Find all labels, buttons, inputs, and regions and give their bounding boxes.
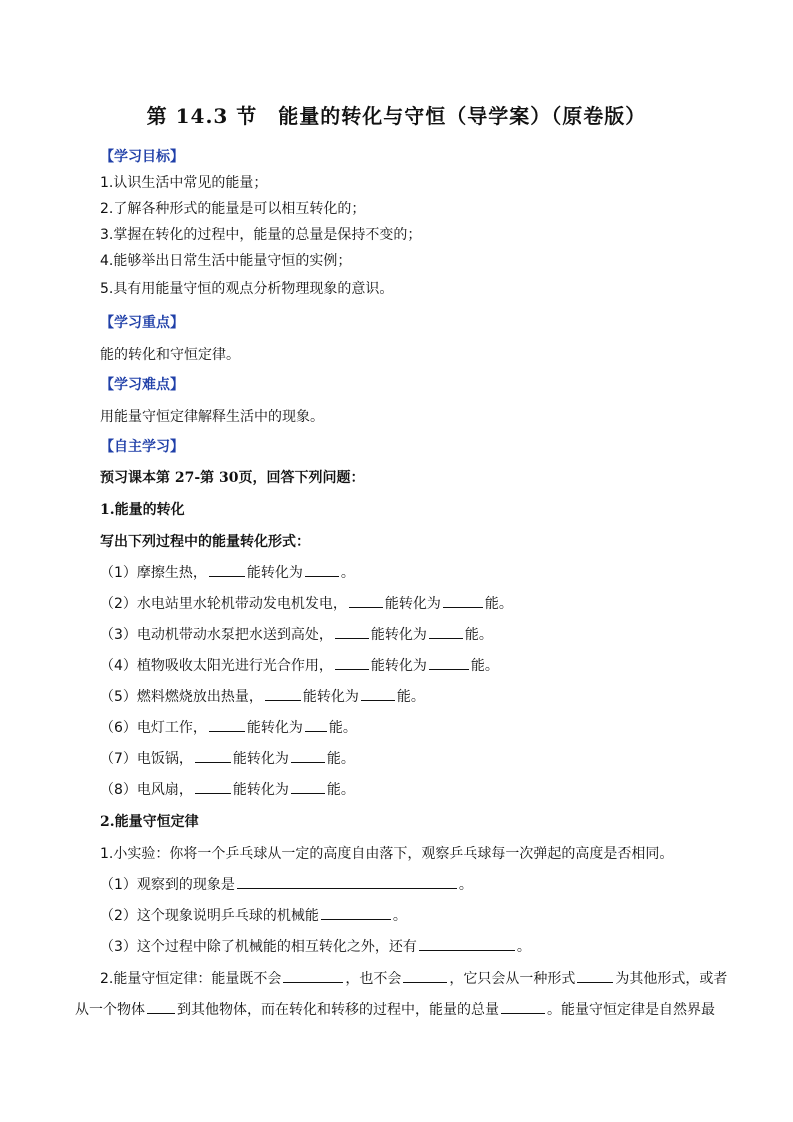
answer-blank[interactable]: [147, 1000, 175, 1014]
answer-blank[interactable]: [209, 563, 245, 577]
experiment-q3: （3）这个过程中除了机械能的相互转化之外，还有 。: [100, 939, 531, 955]
answer-blank[interactable]: [209, 718, 245, 732]
law-line-1: 2.能量守恒定律：能量既不会 ，也不会 ，它只会从一种形式 为其他形式，或者: [100, 971, 728, 987]
answer-blank[interactable]: [195, 780, 231, 794]
goal-item-2: 2.了解各种形式的能量是可以相互转化的；: [100, 201, 366, 217]
answer-blank[interactable]: [291, 749, 325, 763]
goals-heading: 【学习目标】: [100, 149, 184, 165]
question-5: （5）燃料燃烧放出热量， 能转化为 能。: [100, 689, 425, 705]
question-4: （4）植物吸收太阳光进行光合作用， 能转化为 能。: [100, 658, 499, 674]
answer-blank[interactable]: [429, 656, 469, 670]
answer-blank[interactable]: [419, 937, 515, 951]
question-1: （1）摩擦生热， 能转化为 。: [100, 565, 355, 581]
question-8: （8）电风扇， 能转化为 能。: [100, 782, 355, 798]
goal-item-4: 4.能够举出日常生活中能量守恒的实例；: [100, 253, 352, 269]
experiment-text: 1.小实验：你将一个乒乓球从一定的高度自由落下，观察乒乓球每一次弹起的高度是否相同。: [100, 846, 674, 862]
answer-blank[interactable]: [443, 594, 483, 608]
experiment-q2: （2）这个现象说明乒乓球的机械能 。: [100, 908, 407, 924]
self-study-heading: 【自主学习】: [100, 439, 184, 455]
difficulty-heading: 【学习难点】: [100, 377, 184, 393]
difficulty-text: 用能量守恒定律解释生活中的现象。: [100, 409, 324, 425]
key-text: 能的转化和守恒定律。: [100, 347, 240, 363]
answer-blank[interactable]: [195, 749, 231, 763]
answer-blank[interactable]: [403, 969, 447, 983]
answer-blank[interactable]: [283, 969, 343, 983]
answer-blank[interactable]: [237, 875, 457, 889]
law-line-2: 从一个物体 到其他物体，而在转化和转移的过程中，能量的总量 。能量守恒定律是自然界最: [75, 1002, 715, 1018]
self-study-intro: 预习课本第 27-第 30页，回答下列问题：: [100, 470, 365, 486]
answer-blank[interactable]: [291, 780, 325, 794]
answer-blank[interactable]: [361, 687, 395, 701]
answer-blank[interactable]: [577, 969, 613, 983]
answer-blank[interactable]: [501, 1000, 545, 1014]
section-1-title: 1.能量的转化: [100, 502, 185, 518]
page-title: 第 14.3 节 能量的转化与守恒（导学案）（原卷版）: [146, 104, 647, 128]
answer-blank[interactable]: [305, 563, 339, 577]
answer-blank[interactable]: [429, 625, 463, 639]
goal-item-5: 5.具有用能量守恒的观点分析物理现象的意识。: [100, 281, 394, 297]
question-2: （2）水电站里水轮机带动发电机发电， 能转化为 能。: [100, 596, 513, 612]
question-7: （7）电饭锅， 能转化为 能。: [100, 751, 355, 767]
section-1-prompt: 写出下列过程中的能量转化形式：: [100, 534, 310, 550]
goal-item-3: 3.掌握在转化的过程中，能量的总量是保持不变的；: [100, 227, 422, 243]
key-heading: 【学习重点】: [100, 315, 184, 331]
answer-blank[interactable]: [321, 906, 391, 920]
answer-blank[interactable]: [305, 718, 327, 732]
experiment-q1: （1）观察到的现象是 。: [100, 877, 473, 893]
answer-blank[interactable]: [335, 625, 369, 639]
answer-blank[interactable]: [349, 594, 383, 608]
section-2-title: 2.能量守恒定律: [100, 814, 199, 830]
answer-blank[interactable]: [335, 656, 369, 670]
question-3: （3）电动机带动水泵把水送到高处， 能转化为 能。: [100, 627, 493, 643]
answer-blank[interactable]: [265, 687, 301, 701]
question-6: （6）电灯工作， 能转化为 能。: [100, 720, 357, 736]
goal-item-1: 1.认识生活中常见的能量；: [100, 175, 268, 191]
